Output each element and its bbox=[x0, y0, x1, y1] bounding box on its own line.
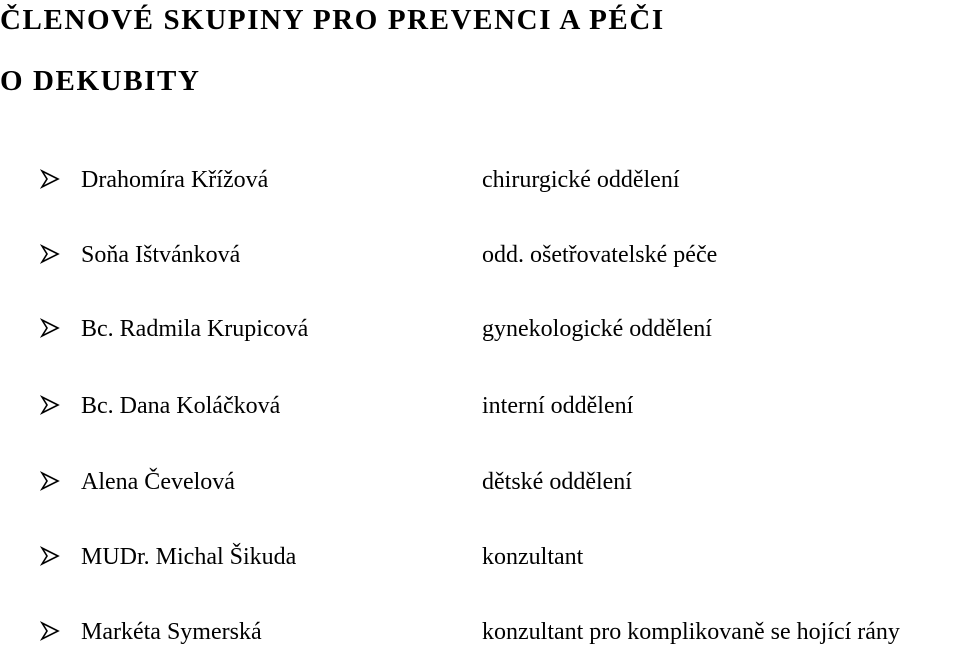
list-item bbox=[0, 467, 960, 497]
member-role: dětské oddělení bbox=[482, 469, 632, 495]
page-title-line-1: ČLENOVÉ SKUPINY PRO PREVENCI A PÉČI bbox=[0, 4, 665, 36]
list-item bbox=[0, 617, 960, 647]
list-item bbox=[0, 391, 960, 421]
arrowhead-bullet-icon bbox=[40, 318, 60, 338]
arrowhead-bullet-icon bbox=[40, 169, 60, 189]
member-name: MUDr. Michal Šikuda bbox=[81, 544, 297, 570]
member-role: odd. ošetřovatelské péče bbox=[482, 242, 718, 268]
list-item bbox=[0, 314, 960, 344]
arrowhead-bullet-icon bbox=[40, 395, 60, 415]
member-name: Soňa Ištvánková bbox=[81, 242, 241, 268]
list-item bbox=[0, 165, 960, 195]
member-name: Alena Čevelová bbox=[81, 469, 235, 495]
list-item bbox=[0, 240, 960, 270]
arrowhead-bullet-icon bbox=[40, 244, 60, 264]
member-name: Drahomíra Křížová bbox=[81, 167, 269, 193]
member-role: konzultant bbox=[482, 544, 584, 570]
member-name: Bc. Dana Koláčková bbox=[81, 393, 281, 419]
arrowhead-bullet-icon bbox=[40, 546, 60, 566]
list-item bbox=[0, 542, 960, 572]
member-role: interní oddělení bbox=[482, 393, 634, 419]
member-name: Bc. Radmila Krupicová bbox=[81, 316, 309, 342]
member-name: Markéta Symerská bbox=[81, 619, 262, 645]
arrowhead-bullet-icon bbox=[40, 621, 60, 641]
member-role: konzultant pro komplikovaně se hojící rány bbox=[482, 619, 900, 645]
member-role: chirurgické oddělení bbox=[482, 167, 680, 193]
arrowhead-bullet-icon bbox=[40, 471, 60, 491]
member-role: gynekologické oddělení bbox=[482, 316, 712, 342]
page-title-line-2: O DEKUBITY bbox=[0, 65, 201, 97]
